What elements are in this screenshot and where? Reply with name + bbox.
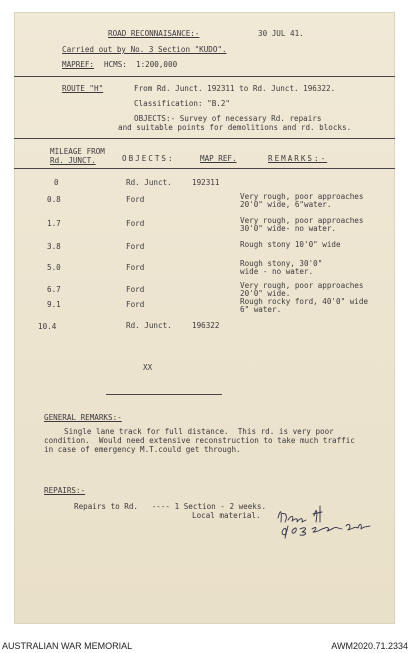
header-mileage-line-2: Rd. JUNCT. — [50, 156, 96, 165]
route-objects-line-1: OBJECTS:- Survey of necessary Rd. repairs — [134, 114, 322, 123]
row-remarks-line-1: Rough stony 10'0" wide — [240, 240, 341, 249]
row-remarks-line-2: 20'0" wide, 6"water. — [240, 200, 332, 209]
general-remarks-label: GENERAL REMARKS:- — [44, 413, 122, 422]
general-remarks-line-2: condition. Would need extensive reconstruction to take much traffic — [44, 436, 355, 445]
row-mileage: 0.8 — [47, 195, 61, 204]
row-remarks-line-1: Rough stony, 30'0" — [240, 259, 323, 268]
footer-institution: AUSTRALIAN WAR MEMORIAL — [2, 641, 133, 651]
repairs-label: REPAIRS:- — [44, 486, 86, 495]
end-mark: XX — [143, 363, 153, 372]
document-title: ROAD RECONNAISANCE:- — [108, 29, 200, 38]
row-remarks-line-1: Very rough, poor approaches — [240, 216, 364, 225]
section-divider — [106, 394, 222, 395]
row-object: Ford — [126, 300, 145, 309]
map-ref-value: HCMS: 1:200,000 — [104, 60, 178, 69]
row-map-ref: 192311 — [192, 178, 220, 187]
route-objects-line-2: and suitable points for demolitions and rd. blocks. — [118, 123, 352, 132]
row-remarks-line-1: Very rough, poor approaches — [240, 281, 364, 290]
footer-accession-number: AWM2020.71.2334 — [331, 641, 408, 651]
general-remarks-line-3: in case of emergency M.T.could get through. — [44, 445, 241, 454]
carried-out-by: Carried out by No. 3 Section "KUDO". — [62, 45, 227, 54]
row-object: Ford — [126, 242, 145, 251]
row-mileage: 6.7 — [47, 285, 61, 294]
row-object: Ford — [126, 195, 145, 204]
row-mileage: 1.7 — [47, 219, 61, 228]
divider — [14, 76, 395, 77]
row-remarks-line-1: Rough rocky ford, 40'0" wide — [240, 297, 369, 306]
row-object: Rd. Junct. — [126, 178, 172, 187]
document-date: 30 JUL 41. — [258, 29, 304, 38]
header-remarks: REMARKS:- — [268, 154, 328, 163]
row-object: Rd. Junct. — [126, 321, 172, 330]
row-object: Ford — [126, 219, 145, 228]
header-mileage-line-1: MILEAGE FROM — [50, 147, 105, 156]
divider — [14, 138, 395, 139]
row-remarks-line-2: 30'0" wide- no water. — [240, 224, 337, 233]
row-map-ref: 196322 — [192, 321, 220, 330]
row-remarks-line-2: 6" water. — [240, 305, 282, 314]
row-object: Ford — [126, 263, 145, 272]
row-mileage: 0 — [54, 178, 59, 187]
repairs-line-1: Repairs to Rd. ---- 1 Section - 2 weeks. — [74, 502, 267, 511]
row-remarks-line-2: wide - no water. — [240, 267, 314, 276]
header-map-ref: MAP REF. — [200, 154, 237, 163]
row-mileage: 5.0 — [47, 263, 61, 272]
row-mileage: 9.1 — [47, 300, 61, 309]
map-ref-label: MAPREF: — [62, 60, 95, 69]
general-remarks-line-1: Single lane track for full distance. This rd. is very poor — [64, 427, 334, 436]
row-object: Ford — [126, 285, 145, 294]
row-mileage: 3.8 — [47, 242, 61, 251]
repairs-line-2: Local material. — [192, 511, 261, 520]
route-label: ROUTE "H" — [62, 84, 104, 93]
handwritten-signature — [270, 496, 376, 552]
document-page — [14, 12, 395, 624]
route-classification: Classification: "B.2" — [134, 99, 231, 108]
divider — [14, 168, 395, 169]
row-remarks-line-2: 20'0" wide. — [240, 289, 291, 298]
row-remarks-line-1: Very rough, poor approaches — [240, 192, 364, 201]
route-description: From Rd. Junct. 192311 to Rd. Junct. 196322. — [134, 84, 336, 93]
row-mileage: 10.4 — [38, 322, 57, 331]
header-objects: OBJECTS: — [122, 154, 175, 163]
archive-footer — [0, 639, 411, 653]
